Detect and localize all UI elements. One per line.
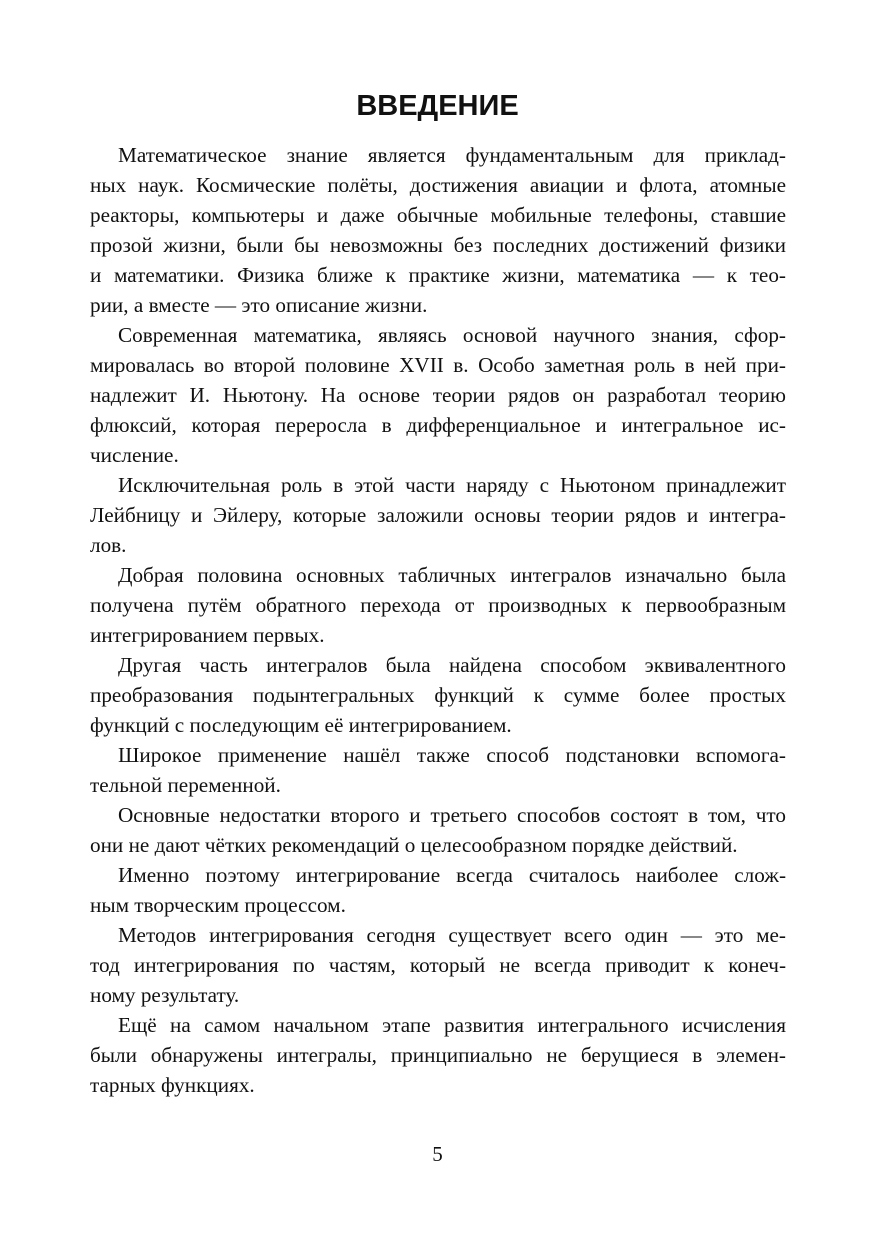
paragraph	[90, 860, 786, 920]
text-line: Методов интегрирования сегодня существует всего один — это ме-	[118, 923, 786, 947]
text-line: тарных функциях.	[90, 1073, 255, 1097]
text-line: числение.	[90, 443, 179, 467]
text-line: тод интегрирования по частям, который не всегда приводит к конеч-	[90, 953, 786, 977]
text-line: Другая часть интегралов была найдена способом эквивалентного	[118, 653, 786, 677]
text-line: получена путём обратного перехода от производных к первообразным	[90, 593, 786, 617]
paragraph	[90, 740, 786, 800]
body-text	[90, 140, 786, 1100]
text-line: Лейбницу и Эйлеру, которые заложили основы теории рядов и интегра-	[90, 503, 786, 527]
text-line: Исключительная роль в этой части наряду с Ньютоном принадлежит	[118, 473, 786, 497]
text-line: Основные недостатки второго и третьего способов состоят в том, что	[118, 803, 786, 827]
text-line: надлежит И. Ньютону. На основе теории рядов он разработал теорию	[90, 383, 786, 407]
text-line: ных наук. Космические полёты, достижения авиации и флота, атомные	[90, 173, 786, 197]
paragraph	[90, 560, 786, 650]
page-title: ВВЕДЕНИЕ	[356, 90, 519, 122]
text-line: ным творческим процессом.	[90, 893, 346, 917]
text-line: интегрированием первых.	[90, 623, 325, 647]
text-line: мировалась во второй половине XVII в. Особо заметная роль в ней при-	[90, 353, 786, 377]
text-line: они не дают чётких рекомендаций о целесообразном порядке действий.	[90, 833, 738, 857]
text-line: Широкое применение нашёл также способ подстановки вспомога-	[118, 743, 786, 767]
text-line: лов.	[90, 533, 127, 557]
text-line: ному результату.	[90, 983, 240, 1007]
text-line: Именно поэтому интегрирование всегда считалось наиболее слож-	[118, 863, 786, 887]
paragraph	[90, 800, 786, 860]
paragraph	[90, 470, 786, 560]
paragraph	[90, 650, 786, 740]
text-line: тельной переменной.	[90, 773, 281, 797]
paragraph	[90, 320, 786, 470]
text-line: функций с последующим её интегрированием.	[90, 713, 512, 737]
paragraph	[90, 1010, 786, 1100]
text-line: Ещё на самом начальном этапе развития интегрального исчисления	[118, 1013, 786, 1037]
paragraph	[90, 140, 786, 320]
paragraph	[90, 920, 786, 1010]
text-line: флюксий, которая переросла в дифференциальное и интегральное ис-	[90, 413, 786, 437]
text-line: Математическое знание является фундаментальным для приклад-	[118, 143, 786, 167]
text-line: Добрая половина основных табличных интегралов изначально была	[118, 563, 786, 587]
text-line: были обнаружены интегралы, принципиально не берущиеся в элемен-	[90, 1043, 786, 1067]
text-line: прозой жизни, были бы невозможны без последних достижений физики	[90, 233, 786, 257]
text-line: Современная математика, являясь основой научного знания, сфор-	[118, 323, 786, 347]
text-line: преобразования подынтегральных функций к сумме более простых	[90, 683, 786, 707]
page-number: 5	[432, 1142, 443, 1166]
text-line: и математики. Физика ближе к практике жизни, математика — к тео-	[90, 263, 786, 287]
text-line: рии, а вместе — это описание жизни.	[90, 293, 428, 317]
text-line: реакторы, компьютеры и даже обычные мобильные телефоны, ставшие	[90, 203, 786, 227]
